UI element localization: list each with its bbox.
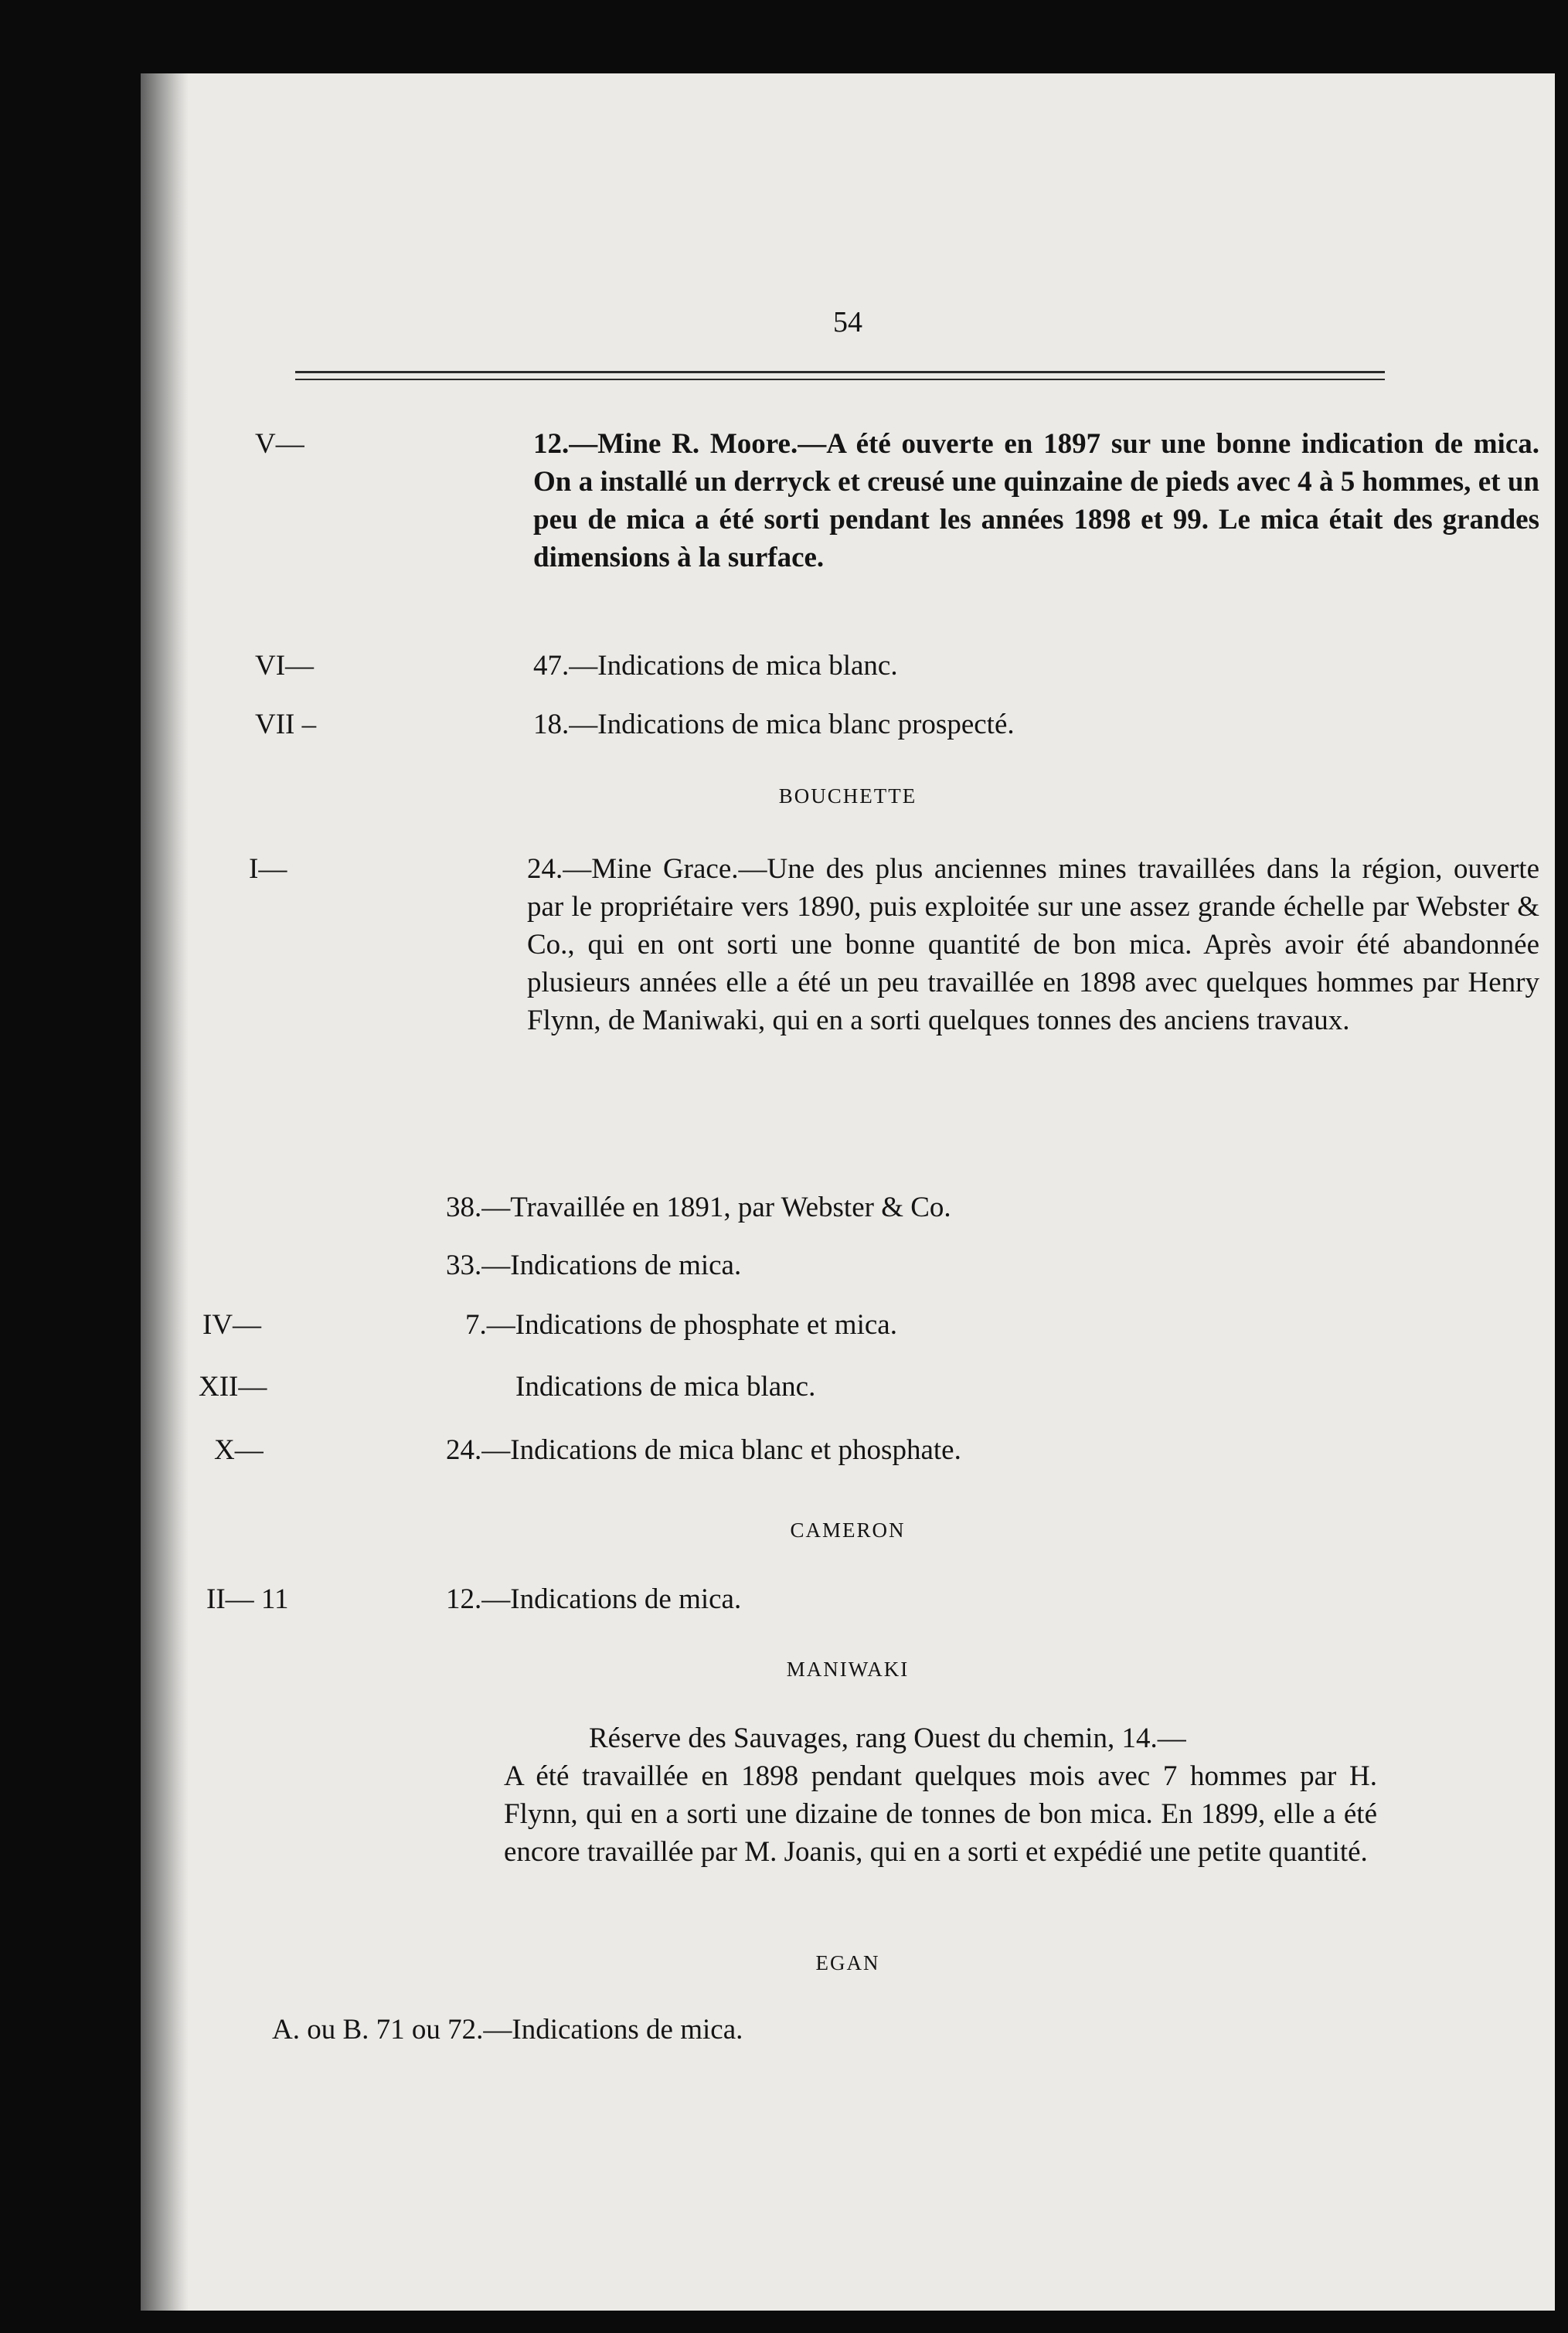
entry-text: 12.—Indications de mica.: [446, 1583, 742, 1615]
entry-text: 33.—Indications de mica.: [446, 1250, 742, 1281]
entry-text: 7.—Indications de phosphate et mica.: [465, 1309, 897, 1341]
entry-text: 24.—Indications de mica blanc et phosphate.: [446, 1434, 961, 1466]
lot-label: II— 11: [206, 1583, 289, 1615]
entry-38: [446, 1189, 1451, 1226]
maniwaki-paragraph-first-line: Réserve des Sauvages, rang Ouest du chemin, 14.—: [589, 1723, 1186, 1754]
entry-33: [446, 1246, 1451, 1284]
lot-label: VII –: [255, 709, 317, 740]
entry-text: 12.—Mine R. Moore.—A été ouverte en 1897 sur une bonne indication de mica. On a installé un derryck et creusé une quinzaine de pieds avec 4 à 5 hommes, et un peu de mica a été sorti pendant les années 1898 et 99. Le mica était des grandes dimensions à la surface.: [533, 428, 1539, 573]
section-heading-cameron: CAMERON: [790, 1518, 906, 1542]
entry-text: 47.—Indications de mica blanc.: [533, 650, 898, 682]
section-heading-bouchette: BOUCHETTE: [778, 784, 917, 808]
entry-text: Indications de mica blanc.: [515, 1371, 816, 1403]
page-number: 54: [833, 306, 862, 338]
entry-vi-47: [255, 647, 1539, 685]
lot-label: X—: [214, 1434, 264, 1466]
entry-x-24: [214, 1431, 1451, 1469]
entry-text: 24.—Mine Grace.—Une des plus anciennes mines travaillées dans la région, ouverte par le propriétaire vers 1890, puis exploitée sur une assez grande échelle par Webster & Co., qui en ont sorti une bonne quantité de bon mica. Après avoir été abandonnée plusieurs années elle a été un peu travaillée en 1898 avec quelques hommes par Henry Flynn, de Maniwaki, qui en a sorti quelques tonnes des anciens travaux.: [527, 853, 1539, 1036]
lot-label: IV—: [202, 1309, 262, 1341]
header-rule: [295, 371, 1385, 373]
entry-vii-18: [255, 706, 1539, 743]
maniwaki-paragraph: [504, 1719, 1377, 1871]
maniwaki-paragraph-body: A été travaillée en 1898 pendant quelques mois avec 7 hommes par H. Flynn, qui en a sorti une dizaine de tonnes de bon mica. En 1899, elle a été encore travaillée par M. Joanis, qui en a sorti et expédié une petite quantité.: [504, 1760, 1377, 1868]
egan-entry: A. ou B. 71 ou 72.—Indications de mica.: [272, 2014, 743, 2046]
entry-mine-moore: [255, 425, 1539, 576]
section-heading-maniwaki: MANIWAKI: [786, 1658, 910, 1681]
entry-iv-7: [202, 1306, 1470, 1344]
entry-ii-11-12: [206, 1580, 1451, 1618]
lot-label: XII—: [199, 1371, 267, 1403]
header-rule-secondary: [295, 379, 1385, 380]
lot-label: I—: [249, 853, 287, 885]
document-page: [141, 73, 1555, 2311]
entry-mine-grace: [249, 850, 1539, 1039]
entry-text: 38.—Travaillée en 1891, par Webster & Co.: [446, 1192, 951, 1223]
lot-label: V—: [255, 428, 304, 460]
entry-text: 18.—Indications de mica blanc prospecté.: [533, 709, 1015, 740]
lot-label: VI—: [255, 650, 315, 682]
entry-xii: [199, 1368, 1520, 1406]
section-heading-egan: EGAN: [815, 1951, 880, 1974]
